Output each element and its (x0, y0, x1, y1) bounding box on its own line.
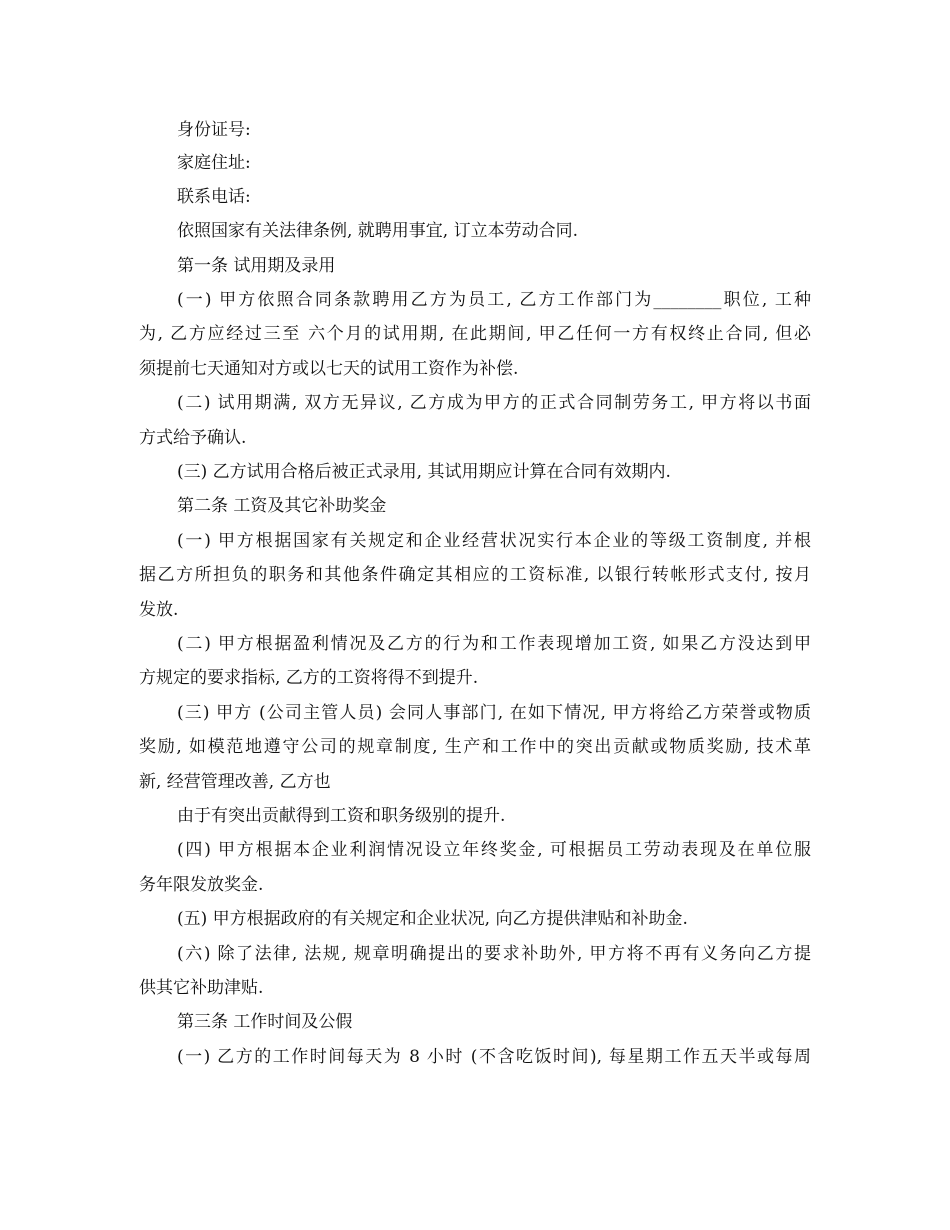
id-number-label: 身份证号: (177, 120, 251, 140)
paragraph-line: (三) 乙方试用合格后被正式录用, 其试用期应计算在合同有效期内. (177, 462, 671, 482)
paragraph-line: (一) 甲方依照合同条款聘用乙方为员工, 乙方工作部门为________职位, 工种 (177, 290, 811, 310)
phone-label: 联系电话: (177, 187, 251, 207)
home-address-label: 家庭住址: (177, 153, 251, 173)
paragraph-line: (一) 乙方的工作时间每天为 8 小时 (不含吃饭时间), 每星期工作五天半或每周 (177, 1047, 811, 1067)
paragraph-line: 为, 乙方应经过三至 六个月的试用期, 在此期间, 甲乙任何一方有权终止合同, 但必 (139, 324, 811, 344)
paragraph-line: 供其它补助津贴. (139, 978, 264, 998)
paragraph-line: 奖励, 如模范地遵守公司的规章制度, 生产和工作中的突出贡献或物质奖励, 技术革 (139, 737, 811, 757)
paragraph-line: (四) 甲方根据本企业利润情况设立年终奖金, 可根据员工劳动表现及在单位服 (177, 840, 811, 860)
paragraph-line: (五) 甲方根据政府的有关规定和企业状况, 向乙方提供津贴和补助金. (177, 909, 688, 929)
paragraph-line: 据乙方所担负的职务和其他条件确定其相应的工资标准, 以银行转帐形式支付, 按月 (139, 565, 811, 585)
paragraph-line: 方式给予确认. (139, 428, 247, 448)
paragraph-line: 由于有突出贡献得到工资和职务级别的提升. (177, 806, 506, 826)
paragraph-line: 须提前七天通知对方或以七天的试用工资作为补偿. (139, 359, 519, 379)
paragraph-line: 新, 经营管理改善, 乙方也 (139, 772, 331, 792)
article-1-heading: 第一条 试用期及录用 (177, 256, 336, 276)
paragraph-line: (二) 试用期满, 双方无异议, 乙方成为甲方的正式合同制劳务工, 甲方将以书面 (177, 393, 811, 413)
paragraph-line: (三) 甲方 (公司主管人员) 会同人事部门, 在如下情况, 甲方将给乙方荣誉或物质 (177, 703, 811, 723)
article-3-heading: 第三条 工作时间及公假 (177, 1012, 353, 1032)
preamble: 依照国家有关法律条例, 就聘用事宜, 订立本劳动合同. (177, 221, 579, 241)
paragraph-line: (一) 甲方根据国家有关规定和企业经营状况实行本企业的等级工资制度, 并根 (177, 531, 811, 551)
paragraph-line: (二) 甲方根据盈利情况及乙方的行为和工作表现增加工资, 如果乙方没达到甲 (177, 634, 811, 654)
article-2-heading: 第二条 工资及其它补助奖金 (177, 496, 387, 516)
paragraph-line: 方规定的要求指标, 乙方的工资将得不到提升. (139, 668, 479, 688)
paragraph-line: 务年限发放奖金. (139, 875, 264, 895)
paragraph-line: (六) 除了法律, 法规, 规章明确提出的要求补助外, 甲方将不再有义务向乙方提 (177, 944, 811, 964)
paragraph-line: 发放. (139, 600, 179, 620)
